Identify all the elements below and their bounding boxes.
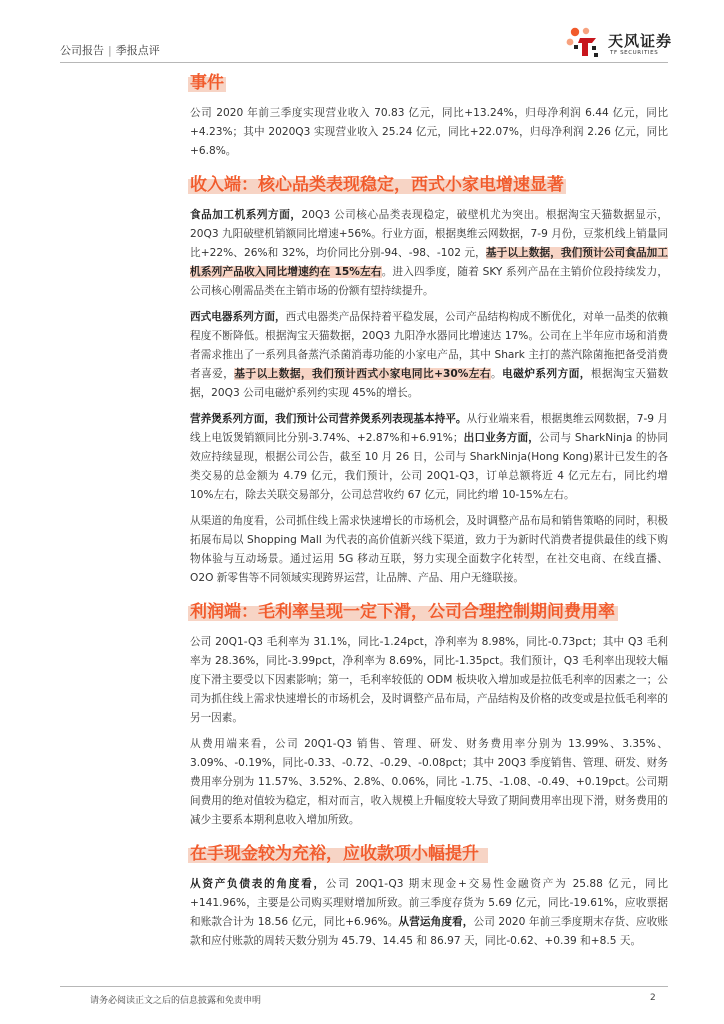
header-rule (60, 62, 668, 63)
report-type: 公司报告 (60, 44, 104, 57)
paragraph: 公司 2020 年前三季度实现营业收入 70.83 亿元，同比+13.24%，归母净利润 6.44 亿元，同比+4.23%；其中 2020Q3 实现营业收入 25.24 亿元，同比+22.07%，归母净利润 2.26 亿元，同比+6.8%。 (190, 107, 668, 157)
report-subtype: 季报点评 (115, 44, 160, 57)
brand-logo (566, 22, 676, 62)
paragraph: 营养煲系列方面，我们预计公司营养煲系列表现基本持平。从行业端来看，根据奥维云网数据，7-9 月线上电饭煲销额同比分别-3.74%、+2.87%和+6.91%；出口业务方面，公司与 SharkNinja 的协同效应持续显现，根据公司公告，截至 10 月 26 日，公司与 SharkNinja(Hong Kong)累计已发生的各类交易的总金额为 4.79 亿元，我们预计，公司 20Q1-Q3，订单总额将近 4 亿元左右，同比约增 10%左右，除去关联交易部分，公司总营收约 67 亿元，同比约增 10-15%左右。 (190, 413, 669, 501)
paragraph: 食品加工机系列方面，20Q3 公司核心品类表现稳定，破壁机尤为突出。根据淘宝天猫数据显示，20Q3 九阳破壁机销额同比增速+56%。行业方面，根据奥维云网数据，7-9 月份，豆浆机线上销量同比+22%、26%和 32%，均价同比分别-94、-98、-102 元，基于以上数据，我们预计公司食品加工机系列产品收入同比增速约在 15%左右。进入四季度，随着 SKY 系列产品在主销价位段持续发力，公司核心刚需品类在主销市场的份额有望持续提升。 (190, 209, 669, 297)
brand-name-en: TF SECURITIES (610, 50, 659, 56)
paragraph: 从渠道的角度看，公司抓住线上需求快速增长的市场机会，及时调整产品布局和销售策略的同时，积极拓展布局以 Shopping Mall 为代表的高价值新兴线下渠道，致力于为新时代消费者提供最佳的线下购物体验与互动场景。通过运用 5G 移动互联，努力实现全面数字化转型，在社交电商、在线直播、O2O 新零售等不同领域实现跨界运营，让品牌、产品、用户无缝联接。 (190, 515, 668, 584)
section-title-revenue: 收入端：核心品类表现稳定，西式小家电增速显著 (190, 175, 564, 195)
paragraph: 西式电器系列方面，西式电器类产品保持着平稳发展，公司产品结构构成不断优化，对单一品类的依赖程度不断降低。根据淘宝天猫数据，20Q3 九阳净水器同比增速达 17%。公司在上半年应市场和消费者需求推出了一系列具备蒸汽杀菌消毒功能的小家电产品，其中 Shark 主打的蒸汽除菌拖把备受消费者喜爱，基于以上数据，我们预计西式小家电同比+30%左右。电磁炉系列方面，根据淘宝天猫数据，20Q3 公司电磁炉系列约实现 45%的增长。 (190, 311, 669, 399)
brand-name: 天风证券 (608, 32, 673, 50)
report-body (190, 66, 668, 958)
paragraph: 公司 20Q1-Q3 毛利率为 31.1%，同比-1.24pct，净利率为 8.98%，同比-0.73pct；其中 Q3 毛利率为 28.36%，同比-3.99pct，净利率为 8.69%，同比-1.35pct。我们预计，Q3 毛利率出现较大幅度下滑主要受以下因素影响；第一，毛利率较低的 ODM 板块收入增加或是拉低毛利率的因素之一；公司为抓住线上需求快速增长的市场机会，及时调整产品布局，产品结构及价格的改变或是拉低毛利率的另一因素。 (190, 636, 668, 724)
section-title-event: 事件 (190, 73, 224, 93)
header-left: 公司报告 | 季报点评 (60, 44, 160, 57)
paragraph: 从费用端来看，公司 20Q1-Q3 销售、管理、研发、财务费用率分别为 13.99%、3.35%、3.09%、-0.19%，同比-0.33、-0.72、-0.29、-0.08pct；其中 20Q3 季度销售、管理、研发、财务费用率分别为 11.57%、3.52%、2.8%、0.06%，同比 -1.75、-1.08、-0.49、+0.19pct。公司期间费用的绝对值较为稳定，相对而言，收入规模上升幅度较大导致了期间费用率出现下滑，财务费用的减少主要系本期利息收入增加所致。 (190, 738, 668, 826)
page-number: 2 (650, 993, 656, 1003)
section-title-profit: 利润端：毛利率呈现一定下滑，公司合理控制期间费用率 (190, 595, 668, 629)
paragraph: 从资产负债表的角度看，公司 20Q1-Q3 期末现金+交易性金融资产为 25.88 亿元，同比+141.96%，主要是公司购买理财增加所致。前三季度存货为 5.69 亿元，同比-19.61%，应收票据和账款合计为 18.56 亿元，同比+6.96%。从营运角度看，公司 2020 年前三季度期末存货、应收账款和应付账款的周转天数分别为 45.79、14.45 和 86.97 天，同比-0.62、+0.39 和+8.5 天。 (190, 878, 669, 947)
brand-logo-icon (566, 26, 602, 60)
footer-rule (60, 986, 668, 987)
section-title-cash: 在手现金较为充裕，应收款项小幅提升 (190, 837, 668, 871)
disclaimer-note: 请务必阅读正文之后的信息披露和免责申明 (90, 996, 262, 1006)
